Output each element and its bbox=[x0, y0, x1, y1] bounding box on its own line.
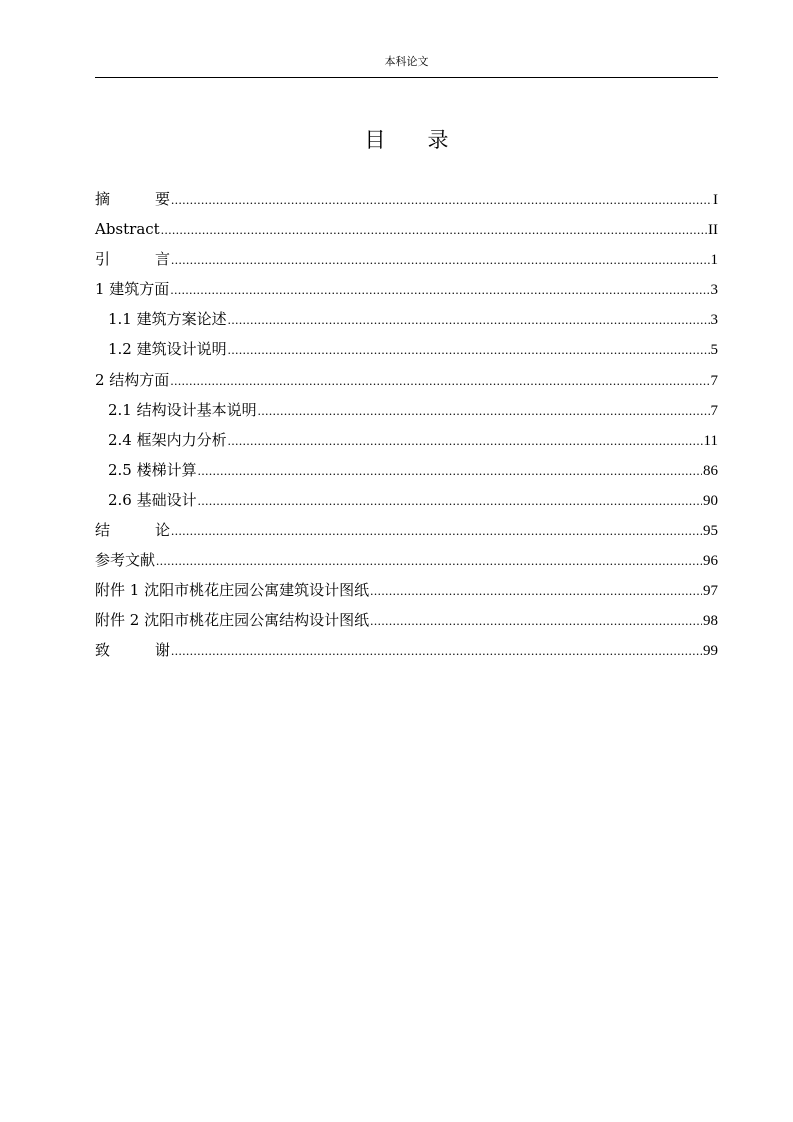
toc-entry-page: I bbox=[713, 192, 718, 208]
toc-entry[interactable] bbox=[95, 246, 718, 276]
toc-entry[interactable] bbox=[95, 216, 718, 246]
toc-entry[interactable] bbox=[95, 427, 718, 457]
toc-dot-leader bbox=[171, 187, 712, 213]
toc-entry-label bbox=[95, 517, 170, 543]
toc-title bbox=[95, 127, 718, 153]
toc-dot-leader bbox=[228, 337, 710, 363]
toc-title-left: 目 bbox=[364, 128, 386, 152]
toc-dot-leader bbox=[198, 458, 702, 484]
toc-dot-leader bbox=[170, 368, 709, 394]
toc-entry-label: 参考文献 bbox=[95, 551, 156, 570]
toc-entry[interactable] bbox=[95, 336, 718, 366]
page-header bbox=[95, 55, 718, 78]
toc-entry-page: 1 bbox=[710, 252, 718, 269]
toc-entry-label: 2.6 基础设计 bbox=[108, 490, 197, 509]
toc-entry-label-char: 结 bbox=[95, 521, 111, 540]
toc-dot-leader bbox=[171, 518, 702, 544]
toc-entry-label: Abstract bbox=[95, 220, 160, 239]
toc-entry-label-char: 致 bbox=[95, 641, 111, 660]
toc-entry-page: II bbox=[708, 222, 718, 239]
toc-entry-label-char: 论 bbox=[154, 521, 170, 540]
toc-dot-leader bbox=[228, 428, 703, 454]
toc-entry-label: 1.1 建筑方案论述 bbox=[108, 310, 227, 329]
toc-entry-page: 95 bbox=[703, 523, 718, 540]
toc-entry-page: 97 bbox=[703, 583, 718, 600]
toc-entry[interactable] bbox=[95, 517, 718, 547]
toc-entry[interactable] bbox=[95, 607, 718, 637]
toc-entry[interactable] bbox=[95, 306, 718, 336]
toc-entry-label: 2 结构方面 bbox=[95, 370, 170, 389]
toc-entry-page: 3 bbox=[710, 312, 718, 329]
toc-entry[interactable] bbox=[95, 397, 718, 427]
toc-entry-label bbox=[95, 246, 170, 272]
toc-entry[interactable] bbox=[95, 577, 718, 607]
toc-dot-leader bbox=[370, 608, 702, 634]
toc-entry[interactable] bbox=[95, 457, 718, 487]
toc-entry[interactable] bbox=[95, 637, 718, 667]
toc-dot-leader bbox=[171, 247, 710, 273]
toc-entry-page: 98 bbox=[703, 613, 718, 630]
toc-entry-page: 96 bbox=[703, 553, 718, 570]
toc-entry[interactable] bbox=[95, 186, 718, 216]
toc-entry-page: 90 bbox=[703, 492, 718, 509]
toc-entry[interactable] bbox=[95, 367, 718, 397]
toc-entry-label-char: 要 bbox=[154, 190, 170, 208]
toc-dot-leader bbox=[258, 398, 710, 424]
toc-entry-page: 5 bbox=[710, 342, 718, 359]
toc-entry-page: 86 bbox=[703, 462, 718, 479]
toc-dot-leader bbox=[198, 488, 702, 514]
toc-entry-label: 1 建筑方面 bbox=[95, 280, 170, 299]
toc-entry-page: 7 bbox=[710, 372, 718, 389]
toc-entry-label-char: 摘 bbox=[95, 190, 111, 208]
toc-entry-label-char: 引 bbox=[95, 250, 111, 269]
toc-dot-leader bbox=[156, 548, 702, 574]
toc-entry-label bbox=[95, 186, 170, 212]
toc-dot-leader bbox=[370, 578, 702, 604]
toc-dot-leader bbox=[171, 638, 702, 664]
toc-entry-label-char: 言 bbox=[154, 250, 170, 269]
toc-entry-label: 1.2 建筑设计说明 bbox=[108, 340, 227, 359]
toc-entry-page: 7 bbox=[710, 402, 718, 419]
toc-dot-leader bbox=[161, 217, 707, 243]
toc-entry[interactable] bbox=[95, 487, 718, 517]
table-of-contents bbox=[95, 186, 718, 668]
toc-title-right: 录 bbox=[427, 128, 449, 152]
toc-entry-label: 附件 1 沈阳市桃花庄园公寓建筑设计图纸 bbox=[95, 581, 370, 600]
toc-entry-page: 3 bbox=[710, 282, 718, 299]
toc-dot-leader bbox=[170, 277, 709, 303]
toc-entry[interactable] bbox=[95, 547, 718, 577]
toc-entry-label: 2.1 结构设计基本说明 bbox=[108, 400, 257, 419]
toc-entry[interactable] bbox=[95, 276, 718, 306]
toc-entry-label: 2.4 框架内力分析 bbox=[108, 430, 227, 449]
toc-entry-page: 11 bbox=[703, 432, 718, 449]
toc-entry-label: 2.5 楼梯计算 bbox=[108, 460, 197, 479]
header-text: 本科论文 bbox=[384, 55, 429, 68]
toc-dot-leader bbox=[228, 307, 710, 333]
toc-entry-label-char: 谢 bbox=[154, 641, 170, 660]
toc-entry-label: 附件 2 沈阳市桃花庄园公寓结构设计图纸 bbox=[95, 611, 370, 630]
toc-entry-page: 99 bbox=[703, 643, 718, 660]
toc-entry-label bbox=[95, 637, 170, 663]
